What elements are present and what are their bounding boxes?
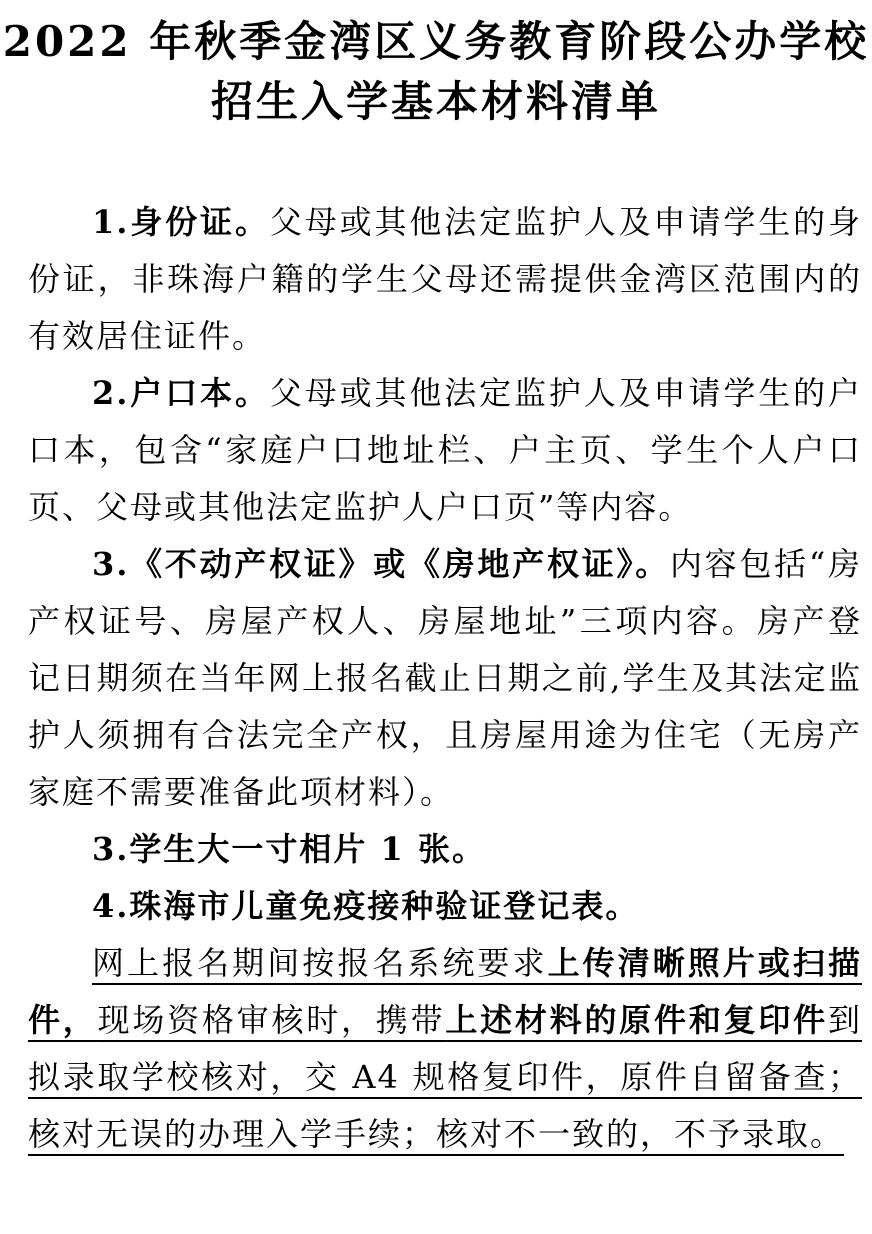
item-lead-bold: 4.珠海市儿童免疫接种验证登记表。 <box>92 887 640 925</box>
title-line-1: 2022 年秋季金湾区义务教育阶段公办学校 <box>2 17 870 66</box>
item-body-text: 父母或其他法定监护人及申请学生的身份证，非珠海户籍的学生父母还需提供金湾区范围内的有效居住证件。 <box>28 203 862 355</box>
list-item-id-card <box>28 194 862 365</box>
item-lead-bold: 2.户口本。 <box>92 374 270 412</box>
list-item-property-certificate <box>28 536 862 821</box>
document-body <box>28 194 862 1163</box>
footer-notice-paragraph <box>28 935 862 1163</box>
list-item-vaccination-form <box>28 878 862 935</box>
item-lead-bold: 3.学生大一寸相片 1 张。 <box>92 830 486 868</box>
list-item-household-register <box>28 365 862 536</box>
item-body-text: 父母或其他法定监护人及申请学生的户口本，包含“家庭户口地址栏、户主页、学生个人户口页、父母或其他法定监护人户口页”等内容。 <box>28 374 862 526</box>
footer-text-bold: 上传清晰照片或扫描件， <box>28 944 862 1039</box>
footer-text: 现场资格审核时，携带 <box>97 1001 446 1039</box>
footer-text-bold: 上述材料的原件和复印件 <box>445 1001 828 1039</box>
item-lead-bold: 3.《不动产权证》或《房地产权证》。 <box>92 545 670 583</box>
footer-text: 到拟录取学校核对，交 A4 规格复印件，原件自留备查；核对无误的办理入学手续；核对不一致的，不予录取。 <box>28 1001 862 1153</box>
page-title <box>0 0 872 132</box>
list-item-student-photo <box>28 821 862 878</box>
item-lead-bold: 1.身份证。 <box>92 203 270 241</box>
title-line-2: 招生入学基本材料清单 <box>210 77 661 126</box>
footer-text: 网上报名期间按报名系统要求 <box>92 944 548 982</box>
item-body-text: 内容包括“房产权证号、房屋产权人、房屋地址”三项内容。房产登记日期须在当年网上报名截止日期之前,学生及其法定监护人须拥有合法完全产权，且房屋用途为住宅（无房产家庭不需要准备此项材料）。 <box>28 545 862 811</box>
